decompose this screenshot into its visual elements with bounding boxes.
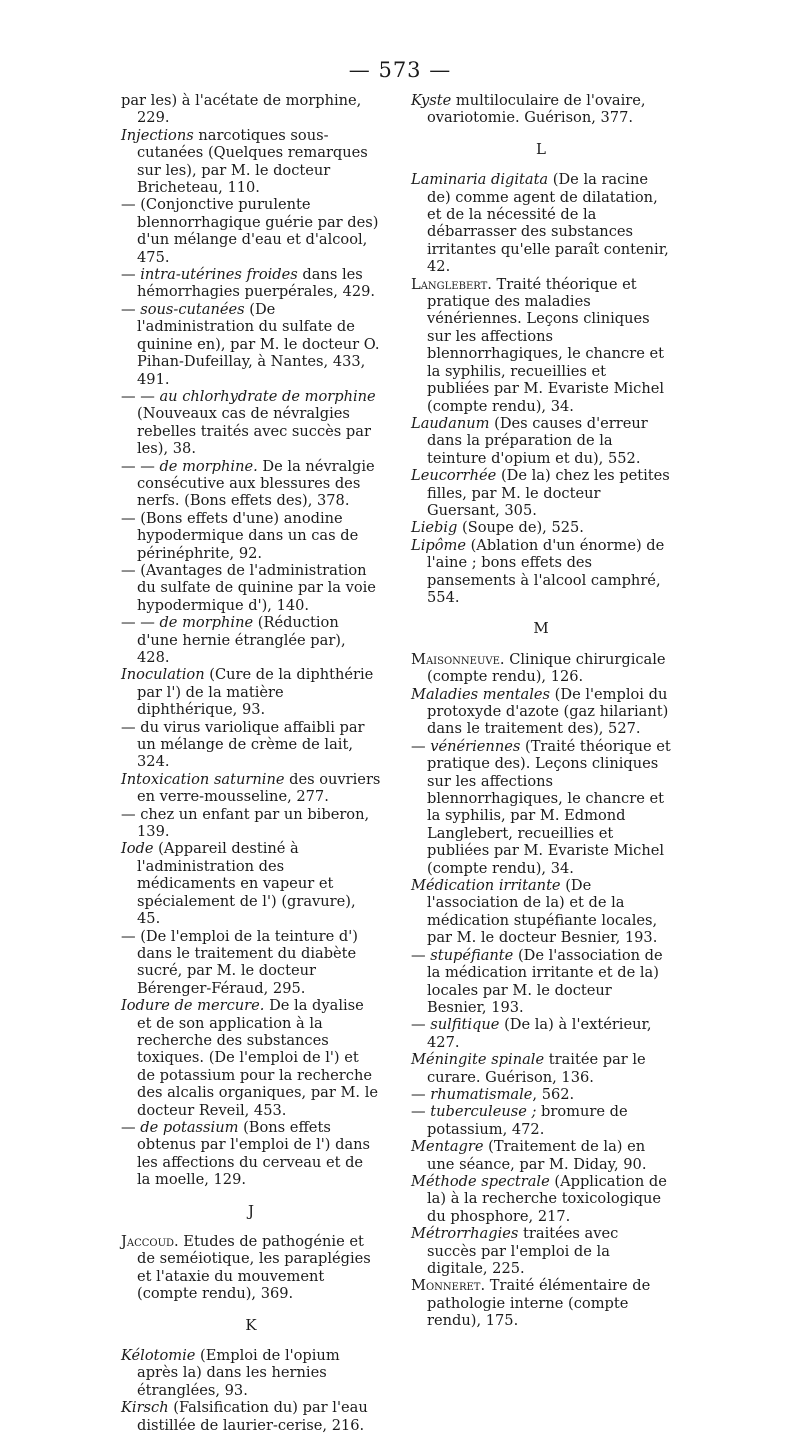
index-entry xyxy=(411,1051,671,1086)
index-entry xyxy=(411,1016,671,1051)
index-entry xyxy=(121,806,381,841)
entry-text: De la dyalise et de son application à la recherche des substances toxiques. (De l'emploi de l') et de potassium pour la recherche des alcalis organiques, par M. le docteur Reveil, 453. xyxy=(137,997,379,1119)
entry-text: Etudes de pathogénie et de seméiotique, les paraplégies et l'ataxie du mouvement (compte rendu), 369. xyxy=(137,1233,371,1303)
entry-text: (Falsification du) par l'eau distillée de laurier-cerise, 216. xyxy=(137,1399,368,1434)
index-entry xyxy=(121,997,381,1119)
entry-text: (Des causes d'erreur dans la préparation de la teinture d'opium et du), 552. xyxy=(427,414,648,467)
entry-headword: vénériennes xyxy=(430,737,521,755)
index-entry xyxy=(411,1086,671,1103)
entry-headword: Monneret. xyxy=(411,1277,486,1295)
entry-text: (De la racine de) comme agent de dilatation, et de la nécessité de la débarrasser des substances irritantes qu'elle paraît contenir, 42. xyxy=(427,171,669,276)
entry-headword: Mentagre xyxy=(411,1138,484,1156)
index-entry xyxy=(411,1277,671,1329)
entry-text: traitées avec succès par l'emploi de la digitale, 225. xyxy=(427,1225,619,1277)
entry-headword: tuberculeuse ; xyxy=(430,1103,537,1121)
entry-headword: Maisonneuve. xyxy=(411,650,505,668)
entry-dash: — xyxy=(121,718,141,736)
entry-text: Traité élémentaire de pathologie interne (compte rendu), 175. xyxy=(427,1277,651,1330)
index-entry xyxy=(411,519,671,536)
entry-text: par les) à l'acétate de morphine, 229. xyxy=(121,92,362,127)
entry-headword: Langlebert. xyxy=(411,275,492,293)
entry-text: (De l'emploi de la teinture d') dans le traitement du diabète sucré, par M. le docteur Bérenger-Féraud, 295. xyxy=(137,927,358,997)
index-entry xyxy=(121,614,381,666)
index-block xyxy=(411,171,671,606)
index-entry xyxy=(121,266,381,301)
index-entry xyxy=(121,1233,381,1303)
index-entry xyxy=(121,1399,381,1434)
entry-dash: — xyxy=(121,1118,141,1136)
entry-text: chez un enfant par un biberon, 139. xyxy=(137,805,370,841)
entry-headword: Kirsch xyxy=(121,1399,169,1417)
index-entry xyxy=(121,196,381,266)
entry-text: (De la) chez les petites filles, par M. le docteur Guersant, 305. xyxy=(427,467,670,519)
entry-text: bromure de potassium, 472. xyxy=(427,1103,628,1138)
entry-headword: Iodure de mercure. xyxy=(121,997,265,1015)
index-entry xyxy=(411,651,671,686)
entry-text: De la névralgie consécutive aux blessures des nerfs. (Bons effets des), 378. xyxy=(137,457,375,510)
entry-text: (Nouveaux cas de névralgies rebelles traités avec succès par les), 38. xyxy=(137,405,371,458)
section-letter-k: K xyxy=(245,1315,257,1334)
index-entry xyxy=(411,686,671,738)
entry-dash: — xyxy=(411,737,431,755)
entry-headword: Kyste xyxy=(411,92,452,109)
entry-dash: — — xyxy=(121,614,160,632)
entry-text: traitée par le curare. Guérison, 136. xyxy=(427,1051,646,1086)
entry-headword: Kélotomie xyxy=(121,1347,196,1365)
entry-text: (De l'emploi du protoxyde d'azote (gaz hilariant) dans le traitement des), 527. xyxy=(427,685,669,738)
index-entry xyxy=(411,1138,671,1173)
entry-dash: — xyxy=(121,196,141,214)
entry-headword: intra-utérines froides xyxy=(140,266,298,284)
section-letter-m: M xyxy=(533,619,549,638)
index-entry xyxy=(121,666,381,718)
entry-headword: de morphine xyxy=(159,614,254,632)
entry-dash: — xyxy=(121,300,141,318)
entry-text: , 562. xyxy=(532,1085,575,1103)
entry-text: (Application de la) à la recherche toxicologique du phosphore, 217. xyxy=(427,1172,667,1225)
entry-text: des ouvriers en verre-mousseline, 277. xyxy=(137,770,381,806)
index-block xyxy=(121,1233,381,1303)
index-block xyxy=(121,1347,381,1434)
entry-dash: — — xyxy=(121,387,160,405)
entry-text: (Réduction d'une hernie étranglée par), 428. xyxy=(137,614,346,666)
entry-text: (De l'administration du sulfate de quinine en), par M. le docteur O. Pihan-Dufeillay, à Nantes, 433, 491. xyxy=(137,300,380,388)
index-entry xyxy=(121,928,381,998)
index-entry xyxy=(411,1173,671,1225)
entry-text: (De l'association de la) et de la médication stupéfiante locales, par M. le docteur Besnier, 193. xyxy=(427,877,658,947)
entry-headword: sulfitique xyxy=(430,1016,500,1034)
entry-dash: — xyxy=(411,1016,431,1034)
entry-headword: Méningite spinale xyxy=(411,1051,545,1069)
entry-headword: Métrorrhagies xyxy=(411,1225,519,1243)
entry-text: narcotiques sous-cutanées (Quelques remarques sur les), par M. le docteur Bricheteau, 110. xyxy=(137,126,368,197)
entry-dash: — xyxy=(121,561,141,579)
index-entry xyxy=(121,719,381,771)
entry-text: (Traitement de la) en une séance, par M. Diday, 90. xyxy=(427,1138,647,1173)
index-entry xyxy=(121,1347,381,1399)
index-entry xyxy=(411,92,671,127)
index-block xyxy=(411,651,671,1330)
left-column xyxy=(121,92,381,1434)
entry-headword: Intoxication saturnine xyxy=(121,770,285,788)
index-entry xyxy=(121,388,381,458)
entry-headword: Iode xyxy=(121,840,154,858)
entry-text: (De la) à l'extérieur, 427. xyxy=(427,1016,652,1051)
entry-headword: Lipôme xyxy=(411,536,466,554)
entry-headword: de potassium xyxy=(140,1118,239,1136)
entry-headword: Maladies mentales xyxy=(411,685,551,703)
entry-text: du virus variolique affaibli par un mélange de crème de lait, 324. xyxy=(137,718,365,771)
entry-text: (Avantages de l'administration du sulfate de quinine par la voie hypodermique d'), 140. xyxy=(137,561,376,614)
section-letter-j: J xyxy=(247,1201,254,1220)
entry-text: (Ablation d'un énorme) de l'aine ; bons effets des pansements à l'alcool camphré, 554. xyxy=(427,536,665,606)
entry-dash: — — xyxy=(121,457,160,475)
entry-headword: Leucorrhée xyxy=(411,467,497,485)
index-entry xyxy=(411,415,671,467)
entry-dash: — xyxy=(411,946,431,964)
entry-headword: rhumatismale xyxy=(430,1085,533,1103)
index-entry xyxy=(121,840,381,927)
entry-headword: Laminaria digitata xyxy=(411,171,549,189)
entry-text: dans les hémorrhagies puerpérales, 429. xyxy=(137,266,376,301)
entry-headword: de morphine. xyxy=(159,457,258,475)
index-entry xyxy=(121,127,381,197)
entry-headword: au chlorhydrate de morphine xyxy=(159,387,376,405)
entry-dash: — xyxy=(121,509,141,527)
index-entry xyxy=(121,92,381,127)
entry-headword: Méthode spectrale xyxy=(411,1172,550,1190)
index-entry xyxy=(121,562,381,614)
entry-headword: stupéfiante xyxy=(430,946,514,964)
index-block xyxy=(121,92,381,1189)
entry-text: (Cure de la diphthérie par l') de la matière diphthérique, 93. xyxy=(137,666,374,719)
page-number: — 573 — xyxy=(348,58,452,82)
entry-headword: sous-cutanées xyxy=(140,300,245,318)
entry-text: (Conjonctive purulente blennorrhagique guérie par des) d'un mélange d'eau et d'alcool, 475. xyxy=(137,196,379,266)
index-entry xyxy=(121,510,381,562)
entry-text: multiloculaire de l'ovaire, ovariotomie. Guérison, 377. xyxy=(427,92,646,127)
index-entry xyxy=(411,1103,671,1138)
entry-dash: — xyxy=(121,805,141,823)
entry-headword: Jaccoud. xyxy=(121,1233,179,1250)
entry-text: (Emploi de l'opium après la) dans les hernies étranglées, 93. xyxy=(137,1347,340,1399)
index-entry xyxy=(121,1119,381,1189)
index-entry xyxy=(411,738,671,877)
entry-text: (Soupe de), 525. xyxy=(457,519,584,537)
entry-headword: Médication irritante xyxy=(411,877,561,895)
entry-text: Clinique chirurgicale (compte rendu), 126. xyxy=(427,650,666,686)
right-column xyxy=(411,92,671,1330)
entry-text: (De l'association de la médication irritante et de la) locales par M. le docteur Besnier, 193. xyxy=(427,946,663,1016)
index-entry xyxy=(411,171,671,275)
index-entry xyxy=(121,771,381,806)
index-entry xyxy=(121,458,381,510)
entry-dash: — xyxy=(121,266,141,284)
index-entry xyxy=(411,537,671,607)
index-entry xyxy=(411,877,671,947)
entry-headword: Inoculation xyxy=(121,666,205,684)
entry-text: (Appareil destiné à l'administration des médicaments en vapeur et spécialement de l') (gravure), 45. xyxy=(137,840,356,928)
index-block xyxy=(411,92,671,127)
index-entry xyxy=(411,947,671,1017)
entry-dash: — xyxy=(121,927,141,945)
entry-dash: — xyxy=(411,1085,431,1103)
entry-text: (Traité théorique et pratique des). Leçons cliniques sur les affections blennorrhagiques, le chancre et la syphilis, par M. Edmond Langlebert, recueillies et publiées par M. Evariste Michel (compte rendu), 34. xyxy=(427,737,671,877)
entry-text: Traité théorique et pratique des maladies vénériennes. Leçons cliniques sur les affections blennorrhagiques, le chancre et la syphilis, recueillies et publiées par M. Evariste Michel (compte rendu), 34. xyxy=(427,275,665,415)
entry-text: (Bons effets obtenus par l'emploi de l') dans les affections du cerveau et de la moelle, 129. xyxy=(137,1118,371,1189)
section-letter-l: L xyxy=(536,139,546,158)
index-entry xyxy=(411,276,671,415)
entry-headword: Liebig xyxy=(411,519,458,537)
entry-text: (Bons effets d'une) anodine hypodermique dans un cas de périnéphrite, 92. xyxy=(137,509,359,562)
entry-headword: Injections xyxy=(121,126,194,144)
index-entry xyxy=(121,301,381,388)
index-entry xyxy=(411,1225,671,1277)
entry-headword: Laudanum xyxy=(411,414,490,432)
entry-dash: — xyxy=(411,1103,431,1121)
index-entry xyxy=(411,467,671,519)
